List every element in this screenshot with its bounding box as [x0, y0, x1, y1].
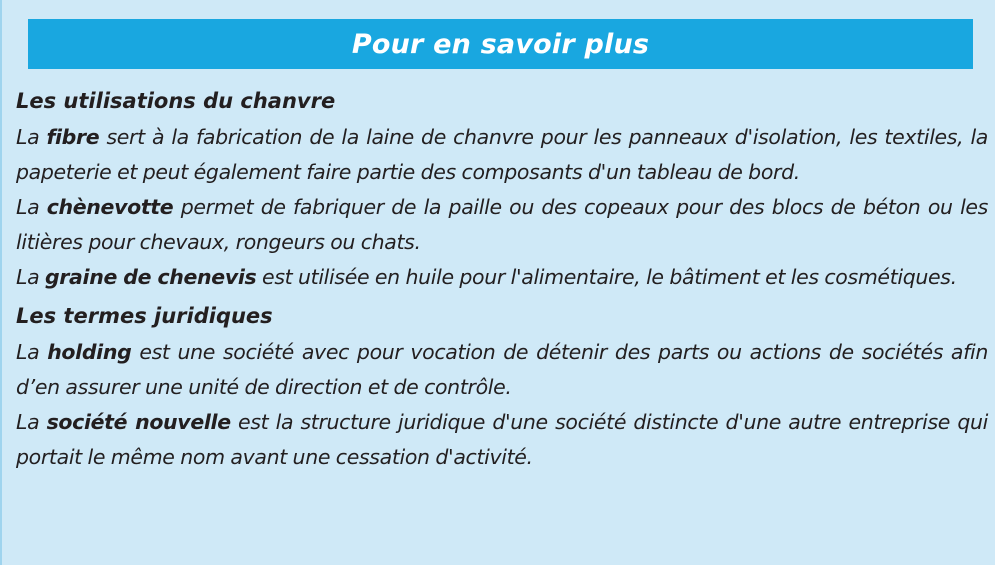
term-holding: holding — [47, 340, 132, 364]
banner — [28, 19, 973, 69]
paragraph-prefix: La — [16, 125, 47, 149]
content — [16, 86, 988, 475]
term-graine-de-chenevis: graine de chenevis — [44, 265, 257, 289]
term-societe-nouvelle: société nouvelle — [46, 410, 231, 434]
paragraph-text: sert à la fabrication de la laine de chanvre pour les panneaux d'isolation, les textiles, la papeterie et peut également faire partie des composants d'un tableau de bord. — [16, 125, 988, 184]
section-hemp-uses — [16, 86, 988, 295]
section-legal-terms — [16, 301, 988, 475]
paragraph-chenevotte — [16, 190, 988, 260]
paragraph-prefix: La — [16, 410, 47, 434]
paragraph-prefix: La — [16, 265, 45, 289]
banner-title: Pour en savoir plus — [351, 28, 650, 60]
paragraph-graine — [16, 260, 988, 295]
section-heading: Les utilisations du chanvre — [16, 89, 336, 113]
paragraph-holding — [16, 335, 988, 405]
paragraph-text: est utilisée en huile pour l'alimentaire, le bâtiment et les cosmétiques. — [256, 265, 957, 289]
paragraph-prefix: La — [16, 340, 48, 364]
paragraph-societe-nouvelle — [16, 405, 988, 475]
paragraph-prefix: La — [16, 195, 47, 219]
paragraph-text: est la structure juridique d'une société distincte d'une autre entreprise qui portait le même nom avant une cessation d'activité. — [16, 410, 988, 469]
term-chenevotte: chènevotte — [46, 195, 174, 219]
section-heading: Les termes juridiques — [16, 304, 273, 328]
term-fibre: fibre — [46, 125, 100, 149]
paragraph-text: est une société avec pour vocation de détenir des parts ou actions de sociétés afin d’en assurer une unité de direction et de contrôle. — [16, 340, 989, 399]
paragraph-fibre — [16, 120, 988, 190]
paragraph-text: permet de fabriquer de la paille ou des copeaux pour des blocs de béton ou les litières pour chevaux, rongeurs ou chats. — [16, 195, 989, 254]
